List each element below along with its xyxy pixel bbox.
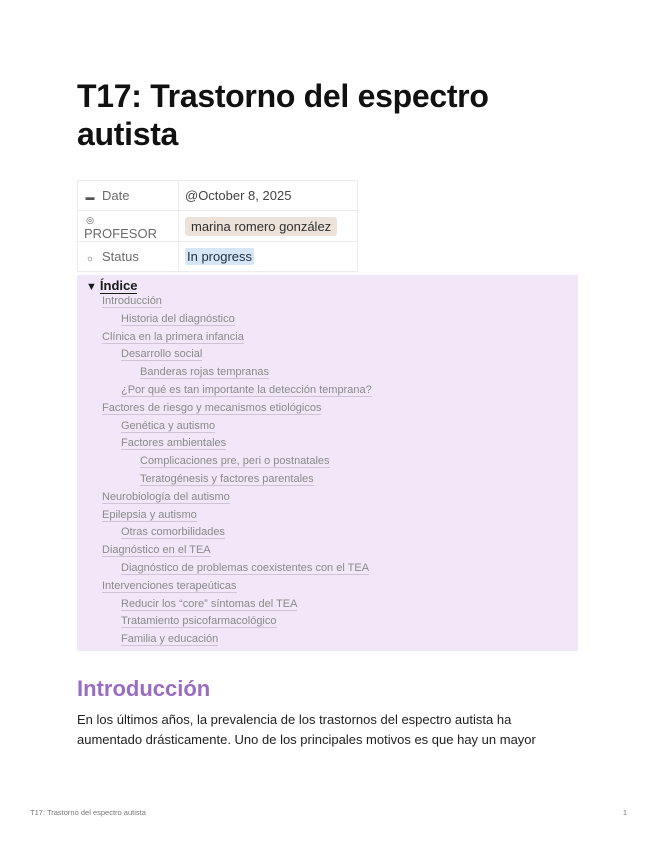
profesor-tag[interactable]: marina romero gonzález xyxy=(185,217,337,236)
toc-heading: Índice xyxy=(99,278,138,293)
toc-link[interactable]: Genética y autismo xyxy=(121,419,216,432)
toc-item[interactable] xyxy=(77,598,372,616)
property-key xyxy=(78,181,179,211)
toc-list xyxy=(77,295,372,651)
footer-title: T17: Trastorno del espectro autista xyxy=(30,808,146,817)
toc-item[interactable] xyxy=(77,544,372,562)
section-body xyxy=(77,710,577,750)
toc-item[interactable] xyxy=(77,348,372,366)
toc-item[interactable] xyxy=(77,580,372,598)
toc-item[interactable] xyxy=(77,491,372,509)
toc-link[interactable]: Reducir los “core” síntomas del TEA xyxy=(121,597,298,610)
toc-item[interactable] xyxy=(77,366,372,384)
property-key-label: Status xyxy=(102,249,139,264)
toc-item[interactable] xyxy=(77,473,372,491)
toc-link[interactable]: Desarrollo social xyxy=(121,348,203,361)
toc-link[interactable]: Complicaciones pre, peri o postnatales xyxy=(140,455,330,468)
target-icon: ◎ xyxy=(86,215,94,225)
toc-item[interactable] xyxy=(77,437,372,455)
property-row-status xyxy=(78,242,358,272)
toc-toggle[interactable] xyxy=(86,278,137,293)
properties-table xyxy=(77,180,358,272)
toc-item[interactable] xyxy=(77,295,372,313)
property-value-date[interactable]: @October 8, 2025 xyxy=(179,181,358,211)
property-value-status xyxy=(179,242,358,272)
property-key-label: PROFESOR xyxy=(84,226,157,241)
property-value-profesor xyxy=(179,211,358,242)
toc-link[interactable]: Epilepsia y autismo xyxy=(102,508,197,521)
toc-item[interactable] xyxy=(77,615,372,633)
toc-link[interactable]: Introducción xyxy=(102,295,162,307)
toc-link[interactable]: Diagnóstico en el TEA xyxy=(102,544,211,557)
toc-link[interactable]: Teratogénesis y factores parentales xyxy=(140,472,314,485)
toc-item[interactable] xyxy=(77,402,372,420)
toc-link[interactable]: ¿Por qué es tan importante la detección temprana? xyxy=(121,383,372,396)
toc-link[interactable]: Diagnóstico de problemas coexistentes con el TEA xyxy=(121,561,370,574)
page-number: 1 xyxy=(622,808,627,817)
body-line: aumentado drásticamente. Uno de los principales motivos es que hay un mayor xyxy=(77,732,536,747)
toc-link[interactable]: Historia del diagnóstico xyxy=(121,312,235,325)
toc-link[interactable]: Banderas rojas tempranas xyxy=(140,366,270,379)
body-line: En los últimos años, la prevalencia de los trastornos del espectro autista ha xyxy=(77,712,512,727)
status-badge[interactable]: In progress xyxy=(187,249,253,264)
toc-link[interactable]: Otras comorbilidades xyxy=(121,526,225,539)
property-key xyxy=(78,242,179,272)
toc-item[interactable] xyxy=(77,633,372,651)
toc-item[interactable] xyxy=(77,509,372,527)
loader-icon: ☼ xyxy=(85,253,95,263)
toggle-arrow-icon: ▼ xyxy=(86,281,97,293)
toc-link[interactable]: Familia y educación xyxy=(121,633,219,646)
toc-item[interactable] xyxy=(77,384,372,402)
property-row-profesor xyxy=(78,211,358,242)
toc-item[interactable] xyxy=(77,455,372,473)
toc-item[interactable] xyxy=(77,526,372,544)
toc-link[interactable]: Intervenciones terapeúticas xyxy=(102,579,237,592)
toc-link[interactable]: Tratamiento psicofarmacológico xyxy=(121,615,277,628)
toc-item[interactable] xyxy=(77,420,372,438)
page-title: T17: Trastorno del espectro autista xyxy=(77,78,489,152)
section-heading: Introducción xyxy=(77,676,211,701)
property-key-label: Date xyxy=(102,188,130,203)
toc-link[interactable]: Clínica en la primera infancia xyxy=(102,330,244,343)
calendar-icon: ▬ xyxy=(85,192,95,202)
toc-item[interactable] xyxy=(77,313,372,331)
property-row-date xyxy=(78,181,358,211)
toc-item[interactable] xyxy=(77,331,372,349)
toc-link[interactable]: Factores ambientales xyxy=(121,437,227,450)
property-key xyxy=(78,211,179,242)
toc-item[interactable] xyxy=(77,562,372,580)
toc-link[interactable]: Neurobiología del autismo xyxy=(102,490,230,503)
table-of-contents xyxy=(77,275,578,651)
toc-link[interactable]: Factores de riesgo y mecanismos etiológicos xyxy=(102,401,322,414)
